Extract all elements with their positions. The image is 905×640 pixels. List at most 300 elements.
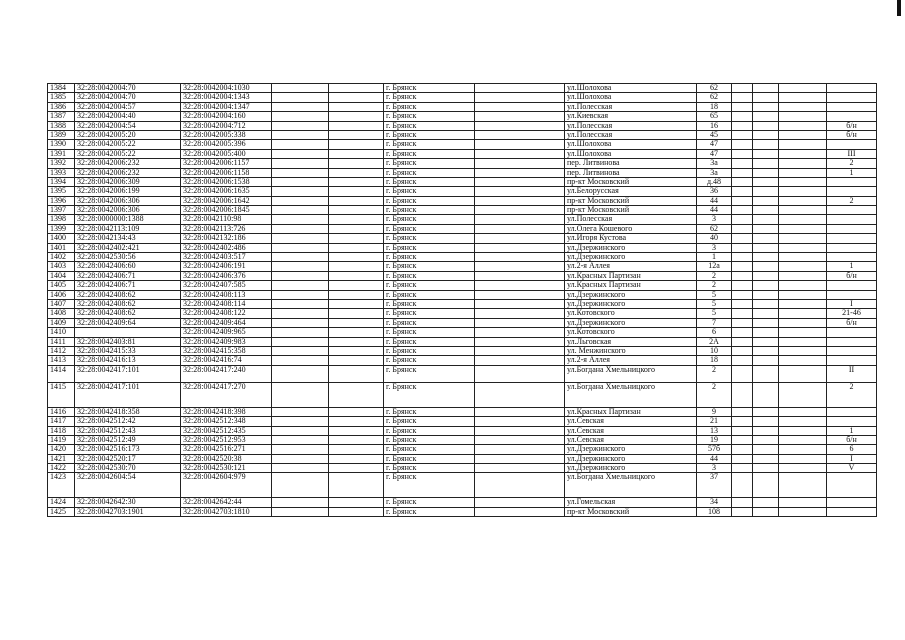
row-number-cell: 1407 (48, 299, 75, 308)
house-number-cell: 18 (697, 102, 732, 111)
empty-cell (329, 149, 384, 158)
house-number-cell: 21 (697, 417, 732, 426)
house-number-cell: 3 (697, 215, 732, 224)
table-row (48, 187, 877, 196)
table-row (48, 281, 877, 290)
city-cell: г. Брянск (384, 215, 475, 224)
empty-cell (272, 121, 329, 130)
empty-cell (779, 337, 827, 346)
row-number-cell: 1415 (48, 382, 75, 407)
empty-cell (272, 407, 329, 416)
city-cell: г. Брянск (384, 206, 475, 215)
row-number-cell: 1384 (48, 84, 75, 93)
house-number-cell: 3а (697, 159, 732, 168)
table-row (48, 196, 877, 205)
street-cell: ул.Шолохова (565, 149, 697, 158)
empty-cell (753, 224, 779, 233)
city-cell: г. Брянск (384, 299, 475, 308)
premises-number-cell (827, 224, 877, 233)
house-number-cell: 9 (697, 407, 732, 416)
empty-cell (272, 473, 329, 498)
empty-cell (753, 356, 779, 365)
empty-cell (272, 464, 329, 473)
house-number-cell: 16 (697, 121, 732, 130)
empty-cell (329, 112, 384, 121)
premises-number-cell (827, 243, 877, 252)
empty-cell (779, 407, 827, 416)
house-number-cell: 62 (697, 93, 732, 102)
house-number-cell: 2 (697, 382, 732, 407)
premises-number-cell: 2 (827, 196, 877, 205)
empty-cell (779, 309, 827, 318)
empty-cell (329, 168, 384, 177)
premises-number-cell (827, 507, 877, 516)
row-number-cell: 1416 (48, 407, 75, 416)
empty-cell (732, 426, 753, 435)
object-cadastral-number-cell: 32:28:0042417:270 (181, 382, 272, 407)
empty-cell (475, 149, 565, 158)
street-cell: ул.Севская (565, 426, 697, 435)
house-number-cell: 13 (697, 426, 732, 435)
empty-cell (779, 84, 827, 93)
empty-cell (779, 206, 827, 215)
city-cell: г. Брянск (384, 435, 475, 444)
empty-cell (272, 299, 329, 308)
parcel-cadastral-number-cell: 32:28:0042408:62 (75, 299, 181, 308)
object-cadastral-number-cell: 32:28:0042604:979 (181, 473, 272, 498)
empty-cell (475, 102, 565, 111)
house-number-cell: 10 (697, 346, 732, 355)
street-cell: ул.Красных Партизан (565, 407, 697, 416)
empty-cell (753, 271, 779, 280)
row-number-cell: 1401 (48, 243, 75, 252)
object-cadastral-number-cell: 32:28:0042132:186 (181, 234, 272, 243)
row-number-cell: 1405 (48, 281, 75, 290)
empty-cell (329, 102, 384, 111)
empty-cell (779, 454, 827, 463)
object-cadastral-number-cell: 32:28:0042006:1157 (181, 159, 272, 168)
object-cadastral-number-cell: 32:28:0042006:1845 (181, 206, 272, 215)
table-row (48, 498, 877, 507)
empty-cell (753, 168, 779, 177)
house-number-cell: 3 (697, 464, 732, 473)
city-cell: г. Брянск (384, 271, 475, 280)
city-cell: г. Брянск (384, 243, 475, 252)
empty-cell (272, 328, 329, 337)
object-cadastral-number-cell: 32:28:0042642:44 (181, 498, 272, 507)
empty-cell (779, 498, 827, 507)
empty-cell (779, 168, 827, 177)
house-number-cell: 62 (697, 224, 732, 233)
empty-cell (329, 253, 384, 262)
table-row (48, 299, 877, 308)
premises-number-cell: II (827, 365, 877, 382)
city-cell: г. Брянск (384, 159, 475, 168)
street-cell: ул.Шолохова (565, 93, 697, 102)
row-number-cell: 1388 (48, 121, 75, 130)
city-cell: г. Брянск (384, 473, 475, 498)
empty-cell (732, 215, 753, 224)
empty-cell (329, 177, 384, 186)
object-cadastral-number-cell: 32:28:0042512:348 (181, 417, 272, 426)
empty-cell (753, 262, 779, 271)
empty-cell (779, 435, 827, 444)
empty-cell (779, 281, 827, 290)
empty-cell (753, 149, 779, 158)
city-cell: г. Брянск (384, 196, 475, 205)
empty-cell (732, 454, 753, 463)
empty-cell (475, 168, 565, 177)
empty-cell (329, 299, 384, 308)
empty-cell (475, 224, 565, 233)
empty-cell (272, 234, 329, 243)
premises-number-cell (827, 337, 877, 346)
street-cell: ул.Полесская (565, 121, 697, 130)
empty-cell (732, 498, 753, 507)
parcel-cadastral-number-cell: 32:28:0042406:71 (75, 271, 181, 280)
premises-number-cell (827, 177, 877, 186)
object-cadastral-number-cell: 32:28:0042408:122 (181, 309, 272, 318)
empty-cell (272, 262, 329, 271)
city-cell: г. Брянск (384, 454, 475, 463)
row-number-cell: 1409 (48, 318, 75, 327)
empty-cell (475, 130, 565, 139)
city-cell: г. Брянск (384, 140, 475, 149)
street-cell: пр-кт Московский (565, 196, 697, 205)
empty-cell (779, 290, 827, 299)
empty-cell (329, 290, 384, 299)
empty-cell (753, 299, 779, 308)
empty-cell (329, 337, 384, 346)
premises-number-cell (827, 328, 877, 337)
street-cell: пр-кт Московский (565, 206, 697, 215)
table-row (48, 215, 877, 224)
premises-number-cell: б/н (827, 271, 877, 280)
street-cell: ул.Дзержинского (565, 454, 697, 463)
empty-cell (272, 346, 329, 355)
object-cadastral-number-cell: 32:28:0042409:983 (181, 337, 272, 346)
row-number-cell: 1393 (48, 168, 75, 177)
empty-cell (732, 196, 753, 205)
empty-cell (753, 159, 779, 168)
table-row (48, 112, 877, 121)
empty-cell (272, 356, 329, 365)
empty-cell (732, 262, 753, 271)
row-number-cell: 1390 (48, 140, 75, 149)
house-number-cell: 44 (697, 196, 732, 205)
empty-cell (272, 318, 329, 327)
row-number-cell: 1423 (48, 473, 75, 498)
object-cadastral-number-cell: 32:28:0042005:396 (181, 140, 272, 149)
empty-cell (732, 407, 753, 416)
empty-cell (753, 407, 779, 416)
object-cadastral-number-cell: 32:28:0042005:338 (181, 130, 272, 139)
object-cadastral-number-cell: 32:28:0042417:240 (181, 365, 272, 382)
table-row (48, 426, 877, 435)
empty-cell (329, 365, 384, 382)
empty-cell (779, 445, 827, 454)
empty-cell (732, 281, 753, 290)
row-number-cell: 1425 (48, 507, 75, 516)
parcel-cadastral-number-cell: 32:28:0042406:71 (75, 281, 181, 290)
object-cadastral-number-cell: 32:28:0042415:358 (181, 346, 272, 355)
table-row (48, 253, 877, 262)
premises-number-cell: I (827, 299, 877, 308)
row-number-cell: 1417 (48, 417, 75, 426)
house-number-cell: 36 (697, 187, 732, 196)
street-cell: пер. Литвинова (565, 159, 697, 168)
house-number-cell: 2А (697, 337, 732, 346)
empty-cell (272, 426, 329, 435)
city-cell: г. Брянск (384, 112, 475, 121)
empty-cell (475, 281, 565, 290)
empty-cell (753, 464, 779, 473)
row-number-cell: 1414 (48, 365, 75, 382)
premises-number-cell: б/н (827, 121, 877, 130)
street-cell: ул.Севская (565, 417, 697, 426)
premises-number-cell: 1 (827, 262, 877, 271)
empty-cell (732, 149, 753, 158)
parcel-cadastral-number-cell: 32:28:0042417:101 (75, 382, 181, 407)
empty-cell (732, 382, 753, 407)
street-cell: пр-кт Московский (565, 177, 697, 186)
object-cadastral-number-cell: 32:28:0042004:160 (181, 112, 272, 121)
empty-cell (272, 271, 329, 280)
empty-cell (779, 271, 827, 280)
empty-cell (732, 121, 753, 130)
empty-cell (732, 290, 753, 299)
city-cell: г. Брянск (384, 445, 475, 454)
empty-cell (732, 102, 753, 111)
empty-cell (329, 130, 384, 139)
empty-cell (272, 435, 329, 444)
house-number-cell: 40 (697, 234, 732, 243)
empty-cell (779, 417, 827, 426)
empty-cell (779, 346, 827, 355)
house-number-cell: 19 (697, 435, 732, 444)
empty-cell (732, 130, 753, 139)
empty-cell (732, 253, 753, 262)
city-cell: г. Брянск (384, 177, 475, 186)
object-cadastral-number-cell: 32:28:0042113:726 (181, 224, 272, 233)
empty-cell (779, 121, 827, 130)
empty-cell (732, 299, 753, 308)
empty-cell (779, 253, 827, 262)
parcel-cadastral-number-cell: 32:28:0042006:199 (75, 187, 181, 196)
empty-cell (732, 417, 753, 426)
object-cadastral-number-cell: 32:28:0042512:953 (181, 435, 272, 444)
empty-cell (329, 262, 384, 271)
empty-cell (475, 337, 565, 346)
table-row (48, 290, 877, 299)
empty-cell (475, 112, 565, 121)
empty-cell (329, 318, 384, 327)
empty-cell (329, 243, 384, 252)
city-cell: г. Брянск (384, 93, 475, 102)
empty-cell (475, 290, 565, 299)
parcel-cadastral-number-cell: 32:28:0042512:43 (75, 426, 181, 435)
empty-cell (779, 262, 827, 271)
empty-cell (732, 84, 753, 93)
table-row (48, 435, 877, 444)
parcel-cadastral-number-cell: 32:28:0042416:13 (75, 356, 181, 365)
street-cell: ул.Белорусская (565, 187, 697, 196)
city-cell: г. Брянск (384, 337, 475, 346)
row-number-cell: 1389 (48, 130, 75, 139)
parcel-cadastral-number-cell: 32:28:0042113:109 (75, 224, 181, 233)
object-cadastral-number-cell: 32:28:0042408:114 (181, 299, 272, 308)
object-cadastral-number-cell: 32:28:0042006:1642 (181, 196, 272, 205)
empty-cell (753, 215, 779, 224)
empty-cell (732, 243, 753, 252)
parcel-cadastral-number-cell: 32:28:0042418:358 (75, 407, 181, 416)
city-cell: г. Брянск (384, 426, 475, 435)
empty-cell (329, 234, 384, 243)
parcel-cadastral-number-cell: 32:28:0000000:1388 (75, 215, 181, 224)
object-cadastral-number-cell: 32:28:0042520:38 (181, 454, 272, 463)
house-number-cell: 2 (697, 281, 732, 290)
empty-cell (779, 112, 827, 121)
house-number-cell: 47 (697, 149, 732, 158)
empty-cell (779, 464, 827, 473)
street-cell: ул.Дзержинского (565, 290, 697, 299)
empty-cell (753, 426, 779, 435)
row-number-cell: 1404 (48, 271, 75, 280)
empty-cell (329, 140, 384, 149)
empty-cell (272, 177, 329, 186)
street-cell: ул.Котовского (565, 309, 697, 318)
parcel-cadastral-number-cell: 32:28:0042642:30 (75, 498, 181, 507)
table-row (48, 224, 877, 233)
city-cell: г. Брянск (384, 382, 475, 407)
house-number-cell: 18 (697, 356, 732, 365)
table-row (48, 464, 877, 473)
city-cell: г. Брянск (384, 224, 475, 233)
empty-cell (272, 102, 329, 111)
table-row (48, 309, 877, 318)
street-cell: ул.Дзержинского (565, 243, 697, 252)
table-row (48, 365, 877, 382)
row-number-cell: 1412 (48, 346, 75, 355)
empty-cell (753, 281, 779, 290)
empty-cell (329, 281, 384, 290)
empty-cell (329, 159, 384, 168)
empty-cell (779, 318, 827, 327)
premises-number-cell (827, 417, 877, 426)
city-cell: г. Брянск (384, 102, 475, 111)
parcel-cadastral-number-cell: 32:28:0042006:232 (75, 168, 181, 177)
parcel-cadastral-number-cell: 32:28:0042516:173 (75, 445, 181, 454)
table-row (48, 130, 877, 139)
parcel-cadastral-number-cell: 32:28:0042004:54 (75, 121, 181, 130)
empty-cell (475, 435, 565, 444)
city-cell: г. Брянск (384, 149, 475, 158)
premises-number-cell (827, 140, 877, 149)
city-cell: г. Брянск (384, 498, 475, 507)
empty-cell (753, 309, 779, 318)
table-row (48, 243, 877, 252)
row-number-cell: 1385 (48, 93, 75, 102)
premises-number-cell: б/н (827, 318, 877, 327)
empty-cell (753, 140, 779, 149)
empty-cell (779, 215, 827, 224)
parcel-cadastral-number-cell: 32:28:0042408:62 (75, 290, 181, 299)
empty-cell (272, 187, 329, 196)
row-number-cell: 1397 (48, 206, 75, 215)
empty-cell (329, 498, 384, 507)
empty-cell (329, 187, 384, 196)
house-number-cell: д.48 (697, 177, 732, 186)
empty-cell (272, 243, 329, 252)
empty-cell (732, 337, 753, 346)
row-number-cell: 1422 (48, 464, 75, 473)
premises-number-cell (827, 356, 877, 365)
city-cell: г. Брянск (384, 281, 475, 290)
house-number-cell: 62 (697, 84, 732, 93)
empty-cell (475, 177, 565, 186)
table-row (48, 84, 877, 93)
empty-cell (475, 187, 565, 196)
empty-cell (475, 196, 565, 205)
house-number-cell: 44 (697, 206, 732, 215)
empty-cell (753, 365, 779, 382)
empty-cell (732, 271, 753, 280)
empty-cell (272, 454, 329, 463)
empty-cell (732, 346, 753, 355)
city-cell: г. Брянск (384, 309, 475, 318)
empty-cell (779, 328, 827, 337)
empty-cell (329, 464, 384, 473)
empty-cell (272, 445, 329, 454)
street-cell: ул.Льговская (565, 337, 697, 346)
empty-cell (272, 382, 329, 407)
table-row (48, 445, 877, 454)
city-cell: г. Брянск (384, 318, 475, 327)
empty-cell (475, 365, 565, 382)
premises-number-cell: 21-46 (827, 309, 877, 318)
street-cell: ул.Дзержинского (565, 464, 697, 473)
empty-cell (475, 93, 565, 102)
table-row (48, 507, 877, 516)
empty-cell (779, 243, 827, 252)
parcel-cadastral-number-cell: 32:28:0042512:49 (75, 435, 181, 444)
table-row (48, 271, 877, 280)
premises-number-cell: 6 (827, 445, 877, 454)
parcel-cadastral-number-cell: 32:28:0042604:54 (75, 473, 181, 498)
row-number-cell: 1408 (48, 309, 75, 318)
empty-cell (272, 112, 329, 121)
empty-cell (475, 253, 565, 262)
table-row (48, 454, 877, 463)
parcel-cadastral-number-cell: 32:28:0042409:64 (75, 318, 181, 327)
premises-number-cell: 1 (827, 426, 877, 435)
parcel-cadastral-number-cell: 32:28:0042006:232 (75, 159, 181, 168)
empty-cell (475, 262, 565, 271)
row-number-cell: 1400 (48, 234, 75, 243)
object-cadastral-number-cell: 32:28:0042703:1810 (181, 507, 272, 516)
house-number-cell: 12а (697, 262, 732, 271)
premises-number-cell: б/н (827, 130, 877, 139)
object-cadastral-number-cell: 32:28:0042402:486 (181, 243, 272, 252)
row-number-cell: 1413 (48, 356, 75, 365)
object-cadastral-number-cell: 32:28:0042406:191 (181, 262, 272, 271)
empty-cell (475, 507, 565, 516)
city-cell: г. Брянск (384, 407, 475, 416)
empty-cell (272, 215, 329, 224)
empty-cell (779, 299, 827, 308)
street-cell: пр-кт Московский (565, 507, 697, 516)
empty-cell (753, 206, 779, 215)
